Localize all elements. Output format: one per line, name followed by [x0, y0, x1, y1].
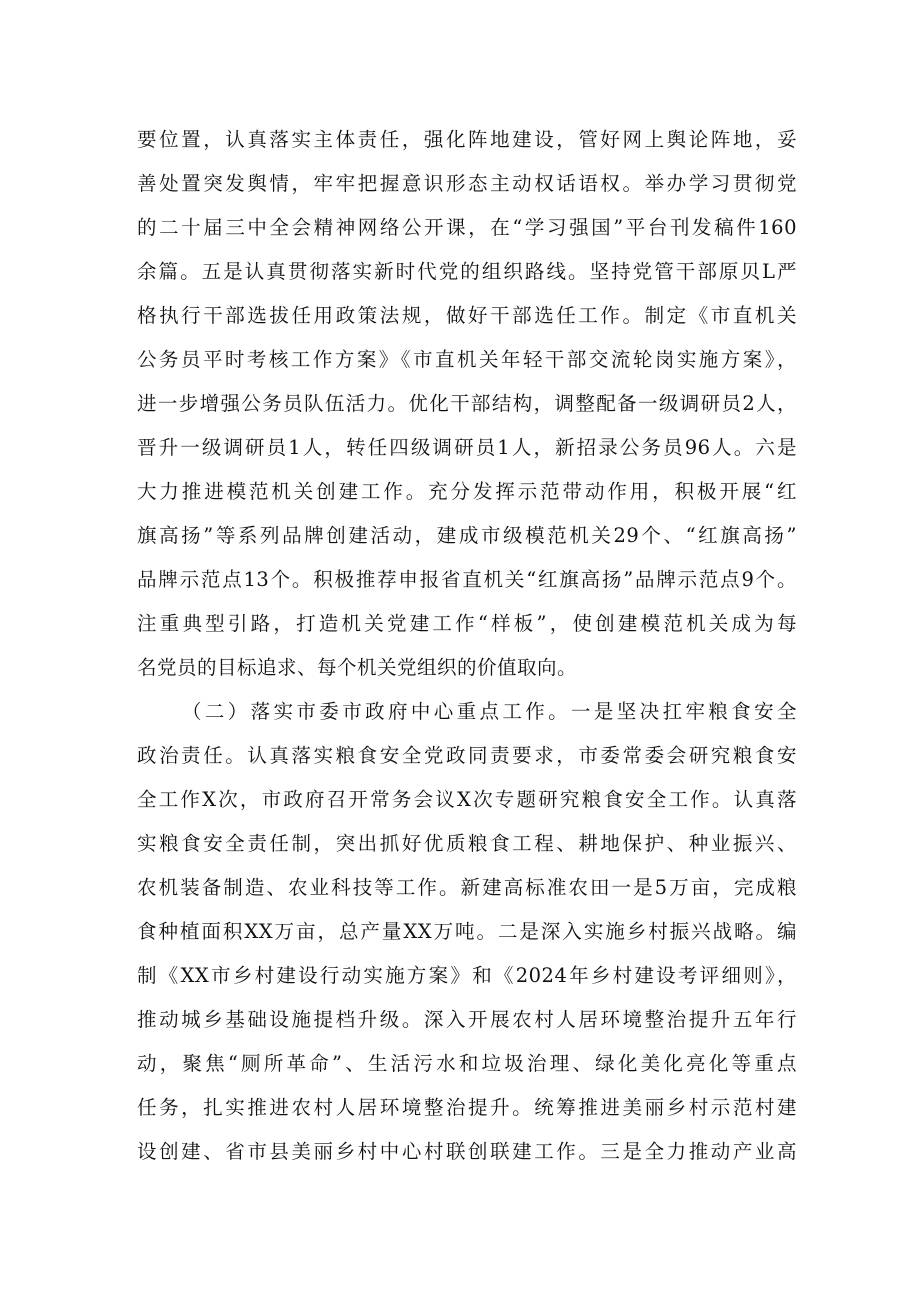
text-line: 大力推进模范机关创建工作。充分发挥示范带动作用，积极开展“红 — [137, 480, 797, 503]
text-line: 制《XX市乡村建设行动实施方案》和《2024年乡村建设考评细则》， — [137, 964, 797, 987]
section-heading-line: （二）落实市委市政府中心重点工作。一是坚决扛牢粮食安全 — [182, 700, 797, 723]
text-line: 全工作X次，市政府召开常务会议X次专题研究粮食安全工作。认真落 — [137, 788, 797, 811]
text-line: 推动城乡基础设施提档升级。深入开展农村人居环境整治提升五年行 — [137, 1008, 797, 1031]
text-line: 旗高扬”等系列品牌创建活动，建成市级模范机关29个、“红旗高扬” — [137, 524, 797, 547]
text-line: 晋升一级调研员1人，转任四级调研员1人，新招录公务员96人。六是 — [137, 436, 797, 459]
text-line: 的二十届三中全会精神网络公开课，在“学习强国”平台刊发稿件160 — [137, 216, 797, 239]
text-line: 公务员平时考核工作方案》《市直机关年轻干部交流轮岗实施方案》， — [137, 348, 797, 371]
text-line: 政治责任。认真落实粮食安全党政同责要求，市委常委会研究粮食安 — [137, 744, 797, 767]
text-line: 动，聚焦“厕所革命”、生活污水和垃圾治理、绿化美化亮化等重点 — [137, 1052, 797, 1075]
text-line: 注重典型引路，打造机关党建工作“样板”，使创建模范机关成为每 — [137, 612, 797, 635]
text-line: 善处置突发舆情，牢牢把握意识形态主动权话语权。举办学习贯彻党 — [137, 172, 797, 195]
text-line: 余篇。五是认真贯彻落实新时代党的组织路线。坚持党管干部原贝L严 — [137, 260, 797, 283]
text-line: 实粮食安全责任制，突出抓好优质粮食工程、耕地保护、种业振兴、 — [137, 832, 797, 855]
text-line: 格执行干部选拔任用政策法规，做好干部选任工作。制定《市直机关 — [137, 304, 797, 327]
text-line: 名党员的目标追求、每个机关党组织的价值取向。 — [137, 656, 578, 679]
text-line: 要位置，认真落实主体责任，强化阵地建设，管好网上舆论阵地，妥 — [137, 128, 797, 151]
text-line: 进一步增强公务员队伍活力。优化干部结构，调整配备一级调研员2人， — [137, 392, 797, 415]
text-line: 设创建、省市县美丽乡村中心村联创联建工作。三是全力推动产业高 — [137, 1140, 797, 1163]
text-line: 农机装备制造、农业科技等工作。新建高标准农田一是5万亩，完成粮 — [137, 876, 797, 899]
text-line: 品牌示范点13个。积极推荐申报省直机关“红旗高扬”品牌示范点9个。 — [137, 568, 797, 591]
text-line: 食种植面积XX万亩，总产量XX万吨。二是深入实施乡村振兴战略。编 — [137, 920, 797, 943]
text-line: 任务，扎实推进农村人居环境整治提升。统筹推进美丽乡村示范村建 — [137, 1096, 797, 1119]
